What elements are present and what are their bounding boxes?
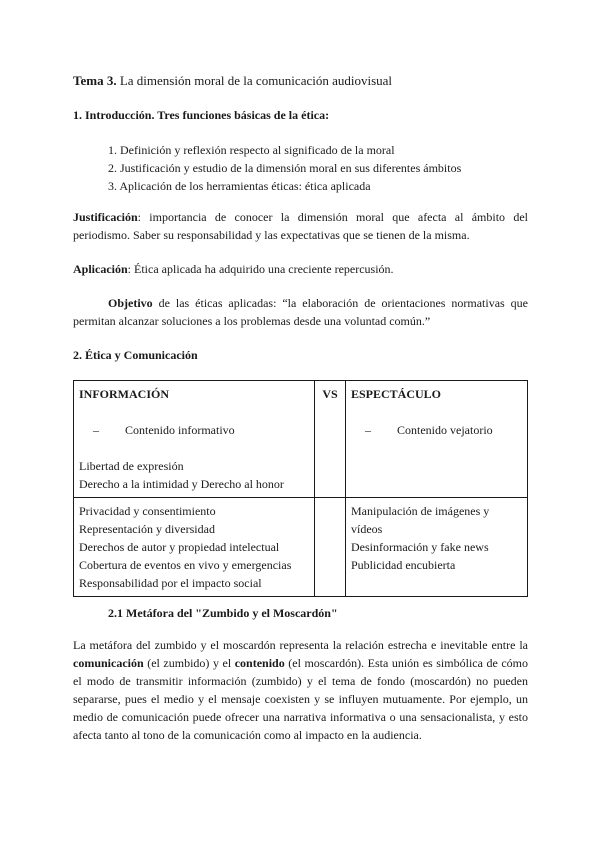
comparison-table xyxy=(73,380,528,597)
objetivo-label: Objetivo xyxy=(108,296,153,310)
informacion-header: INFORMACIÓN xyxy=(79,387,169,401)
section-2-1-heading xyxy=(108,604,338,622)
functions-list xyxy=(108,141,461,195)
left-extra-item: Libertad de expresión xyxy=(79,459,184,473)
list-item: Manipulación de imágenes y vídeos xyxy=(351,504,490,536)
list-item: Cobertura de eventos en vivo y emergencias xyxy=(79,558,292,572)
list-item: Desinformación y fake news xyxy=(351,540,489,554)
metafora-text-c: (el moscardón). Esta unión es simbólica de cómo el modo de transmitir información (zumbido) y el tema de fondo (moscardón) no pueden separarse, pues el medio y el mensaje coexisten y se influyen mutuamente. Por ejemplo, un medio de comunicación puede ofrecer una narrativa informativa o una sensacionalista, y esto afecta tanto al tono de la comunicación como al impacto en la audiencia. xyxy=(73,656,528,742)
right-list-cell xyxy=(346,498,528,597)
left-extra-item: Derecho a la intimidad y Derecho al honor xyxy=(79,477,284,491)
dash-bullet: – xyxy=(365,423,371,437)
table-row xyxy=(74,498,528,597)
section-2-1-heading-text: 2.1 Metáfora del "Zumbido y el Moscardón" xyxy=(108,606,338,620)
dash-bullet: – xyxy=(93,423,99,437)
list-item: 2. Justificación y estudio de la dimensión moral en sus diferentes ámbitos xyxy=(108,161,462,175)
vs-label: VS xyxy=(322,387,338,401)
left-bullet-text: Contenido informativo xyxy=(125,423,235,437)
objetivo-text: de las éticas aplicadas: “la elaboración de orientaciones normativas que permitan alcanzar soluciones a los problemas desde una voluntad común.” xyxy=(73,296,528,328)
metafora-text-b: (el zumbido) y el xyxy=(143,656,235,670)
section-1-heading-text: 1. Introducción. Tres funciones básicas de la ética: xyxy=(73,108,330,122)
justificacion-text: : importancia de conocer la dimensión moral que afecta al ámbito del periodismo. Saber su responsabilidad y las expectativas que se tienen de la misma. xyxy=(73,210,528,242)
page-title xyxy=(73,72,392,90)
title-text: La dimensión moral de la comunicación audiovisual xyxy=(116,73,393,88)
section-2-heading xyxy=(73,346,198,364)
justificacion-label: Justificación xyxy=(73,210,138,224)
table-row xyxy=(74,381,528,498)
metafora-bold-contenido: contenido xyxy=(234,656,285,670)
list-item: 3. Aplicación de los herramientas éticas: ética aplicada xyxy=(108,179,371,193)
metafora-paragraph xyxy=(73,636,528,744)
right-bullet-text: Contenido vejatorio xyxy=(397,423,493,437)
section-2-heading-text: 2. Ética y Comunicación xyxy=(73,348,198,362)
aplicacion-text: : Ética aplicada ha adquirido una creciente repercusión. xyxy=(127,262,394,276)
list-item: Representación y diversidad xyxy=(79,522,215,536)
title-prefix: Tema 3. xyxy=(73,73,117,88)
metafora-text-a: La metáfora del zumbido y el moscardón representa la relación estrecha e inevitable entre la xyxy=(73,638,528,652)
aplicacion-label: Aplicación xyxy=(73,262,128,276)
section-1-heading xyxy=(73,106,329,124)
metafora-bold-comunicacion: comunicación xyxy=(73,656,144,670)
list-item: 1. Definición y reflexión respecto al significado de la moral xyxy=(108,143,395,157)
espectaculo-header: ESPECTÁCULO xyxy=(351,387,442,401)
left-list-cell xyxy=(74,498,315,597)
list-item: Derechos de autor y propiedad intelectual xyxy=(79,540,280,554)
list-item: Responsabilidad por el impacto social xyxy=(79,576,262,590)
aplicacion-paragraph xyxy=(73,260,528,278)
informacion-cell xyxy=(74,381,315,498)
vs-empty-cell xyxy=(315,498,346,597)
objetivo-paragraph xyxy=(73,294,528,330)
list-item: Privacidad y consentimiento xyxy=(79,504,216,518)
espectaculo-cell xyxy=(346,381,528,498)
justificacion-paragraph xyxy=(73,208,528,244)
vs-cell xyxy=(315,381,346,498)
list-item: Publicidad encubierta xyxy=(351,558,456,572)
